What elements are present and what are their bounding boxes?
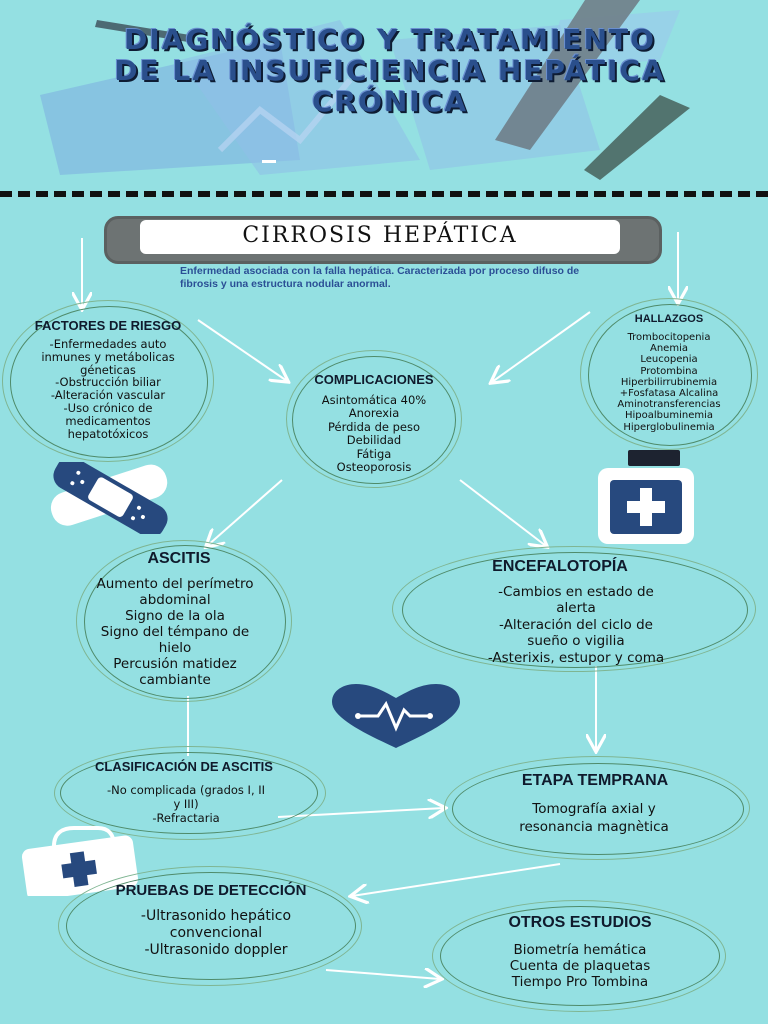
- factores-line: medicamentos: [65, 413, 151, 428]
- pruebas-line: -Ultrasonido hepático: [140, 908, 292, 924]
- bandage-icon: [40, 462, 180, 534]
- hallazgos-body: [584, 332, 754, 433]
- complicaciones-line: Fátiga: [356, 446, 392, 461]
- clasificacion-line: -Refractaria: [152, 811, 220, 826]
- complicaciones-line: Asintomática 40%: [321, 393, 427, 407]
- medicine-bottle-icon: [594, 450, 700, 546]
- ascitis-line: abdominal: [139, 592, 211, 608]
- encefalotopia-title: ENCEFALOTOPÍA: [492, 558, 628, 575]
- factores-line: -Alteración vascular: [50, 388, 166, 403]
- factores-line: -Obstrucción biliar: [55, 375, 161, 390]
- complicaciones-line: Osteoporosis: [336, 460, 412, 475]
- ascitis-line: Aumento del perímetro: [96, 576, 254, 592]
- otros-line: Tiempo Pro Tombina: [511, 974, 649, 991]
- etapa-line: resonancia magnètica: [519, 819, 669, 835]
- clasificacion-line: y III): [173, 797, 199, 812]
- ascitis-line: Percusión matidez: [113, 656, 237, 672]
- intro-text: Enfermedad asociada con la falla hepática. Caracterizada por proceso difuso de fibrosis y una estructura nodular anormal.: [180, 265, 580, 290]
- pruebas-line: convencional: [169, 925, 263, 941]
- arrow-pruebas-to-otros: [326, 970, 440, 979]
- encefalotopia-line: sueño o vigilia: [527, 633, 625, 650]
- factores-title: FACTORES DE RIESGO: [34, 318, 182, 333]
- hallazgos-line: Trombocitopenia: [627, 332, 711, 343]
- arrow-complicaciones-to-ascitis: [207, 480, 282, 546]
- encefalotopia-line: alerta: [556, 600, 596, 617]
- ascitis-line: cambiante: [139, 672, 211, 688]
- otros-line: Cuenta de plaquetas: [509, 958, 651, 975]
- hallazgos-line: Hipoalbuminemia: [624, 410, 713, 422]
- factores-line: inmunes y metábolicas: [41, 349, 175, 364]
- page-title: DIAGNÓSTICO Y TRATAMIENTO DE LA INSUFICIENCIA HEPÁTICA CRÓNICA: [114, 23, 666, 118]
- hallazgos-line: Aminotransferencias: [617, 399, 721, 411]
- clasificacion-title: CLASIFICACIÓN DE ASCITIS: [95, 759, 273, 774]
- hallazgos-line: Hiperglobulinemia: [623, 421, 715, 433]
- arrow-complicaciones-to-encefalotopia: [460, 480, 546, 546]
- etapa-line: Tomografía axial y: [532, 801, 656, 817]
- otros-body: [440, 942, 720, 991]
- etapa-body: [452, 800, 736, 836]
- hallazgos-title: HALLAZGOS: [634, 313, 704, 325]
- hallazgos-line: Protombina: [640, 365, 698, 377]
- complicaciones-line: Anorexia: [348, 406, 400, 421]
- complicaciones-line: Debilidad: [346, 433, 402, 448]
- hallazgos-line: +Fosfatasa Alcalina: [619, 388, 719, 400]
- complicaciones-title: COMPLICACIONES: [314, 372, 434, 387]
- ascitis-body: [40, 576, 310, 688]
- clasificacion-body: [56, 783, 316, 826]
- heart-pulse-icon: [326, 684, 466, 750]
- pruebas-title: PRUEBAS DE DETECCIÓN: [115, 882, 307, 899]
- ascitis-line: hielo: [158, 640, 192, 656]
- hallazgos-line: Leucopenia: [640, 354, 698, 366]
- ascitis-title: ASCITIS: [147, 550, 211, 567]
- complicaciones-body: [292, 394, 456, 474]
- otros-line: Biometría hemática: [513, 942, 647, 958]
- etapa-title: ETAPA TEMPRANA: [521, 772, 669, 789]
- factores-line: -Enfermedades auto: [49, 337, 167, 351]
- clasificacion-line: -No complicada (grados I, II: [106, 783, 266, 797]
- encefalotopia-line: -Asterixis, estupor y coma: [487, 649, 665, 666]
- hallazgos-line: Anemia: [650, 343, 688, 355]
- pruebas-line: -Ultrasonido doppler: [144, 942, 288, 958]
- factores-line: géneticas: [80, 362, 136, 377]
- factores-line: hepatotóxicos: [67, 426, 149, 441]
- arrow-hallazgos-to-complicaciones: [492, 312, 590, 382]
- hallazgos-line: Hiperbilirrubinemia: [620, 376, 718, 388]
- encefalotopia-body: [426, 584, 726, 666]
- banner-title: CIRROSIS HEPÁTICA: [242, 223, 518, 248]
- encefalotopia-line: -Alteración del ciclo de: [499, 616, 653, 633]
- ascitis-line: Signo de la ola: [125, 608, 225, 624]
- ascitis-line: Signo del témpano de: [100, 624, 250, 640]
- factores-body: [0, 338, 216, 440]
- encefalotopia-line: -Cambios en estado de: [498, 584, 654, 600]
- arrow-etapa-to-pruebas: [352, 864, 560, 896]
- pruebas-body: [66, 908, 366, 959]
- complicaciones-line: Pérdida de peso: [327, 419, 421, 434]
- factores-line: -Uso crónico de: [63, 400, 153, 415]
- otros-title: OTROS ESTUDIOS: [508, 914, 652, 931]
